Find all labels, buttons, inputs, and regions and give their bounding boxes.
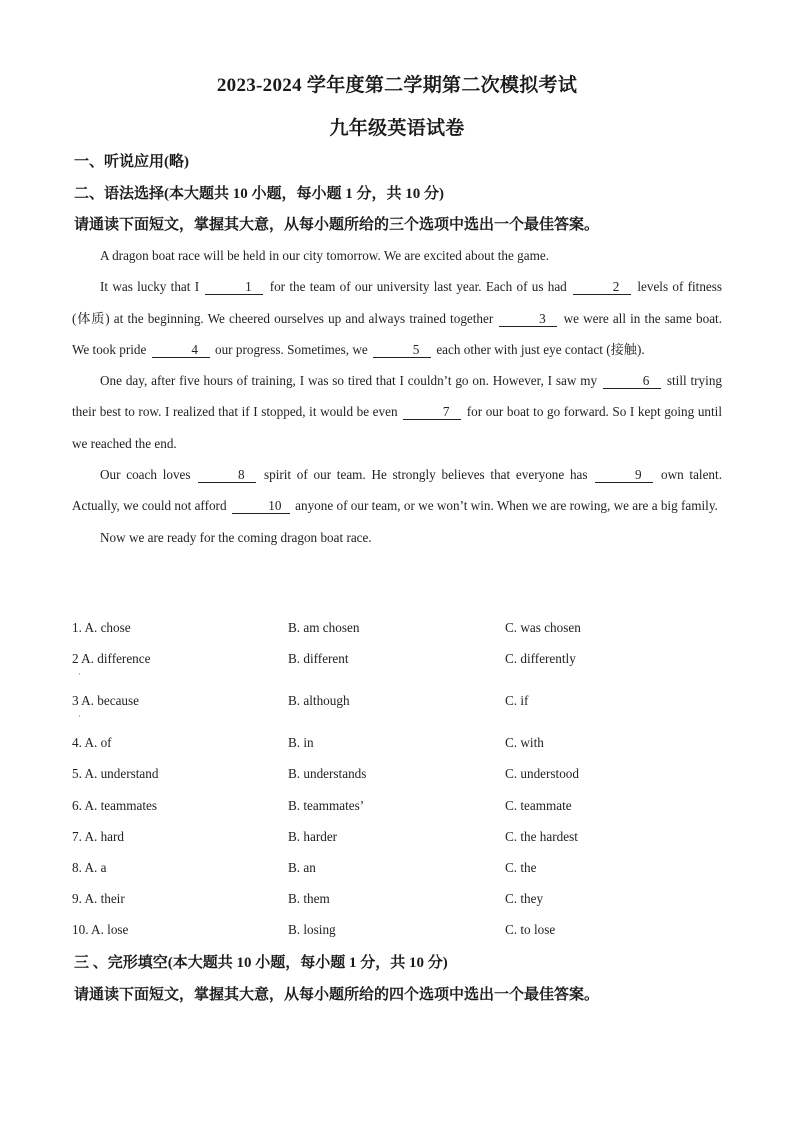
option-a[interactable]: 4. A. of: [72, 735, 112, 751]
question-row: [72, 916, 732, 947]
option-a[interactable]: 2 A. difference: [72, 651, 151, 667]
blank-1[interactable]: 1: [205, 279, 263, 295]
passage-text: for our boat to go forward. So I kept going until we reached the end.: [72, 404, 723, 451]
passage-text: we were all in the same boat. We took pride: [72, 310, 723, 357]
passage-text: our progress. Sometimes, we: [214, 341, 368, 357]
option-b[interactable]: B. teammates’: [288, 797, 365, 813]
passage-text: for the team of our university last year. Each of us had: [269, 279, 567, 295]
question-row: [72, 645, 732, 687]
option-c[interactable]: C. was chosen: [505, 620, 581, 635]
option-c[interactable]: C. the: [505, 859, 537, 875]
passage-text: own talent. Actually, we could not afford: [72, 467, 722, 514]
passage-text: spirit of our team. He strongly believes that everyone has: [263, 467, 588, 483]
passage-paragraph-2: [72, 271, 722, 365]
dot-mark: ·: [78, 711, 81, 722]
option-b[interactable]: B. an: [288, 859, 316, 875]
section-3-instruction: 请通读下面短文，掌握其大意，从每小题所给的四个选项中选出一个最佳答案。: [74, 987, 600, 1003]
passage-text: One day, after five hours of training, I was so tired that I couldn’t go on. However, I saw my: [100, 373, 598, 389]
blank-3[interactable]: 3: [499, 311, 557, 327]
blank-4[interactable]: 4: [152, 342, 210, 358]
option-a[interactable]: 8. A. a: [72, 859, 107, 875]
options-list: [72, 614, 732, 948]
option-a[interactable]: 3 A. because: [72, 693, 140, 709]
blank-7[interactable]: 7: [403, 404, 461, 420]
blank-2[interactable]: 2: [573, 279, 631, 295]
question-row: [72, 760, 732, 791]
option-c[interactable]: C. if: [505, 693, 529, 709]
passage-paragraph-3: [72, 365, 722, 459]
passage-text: levels of fitness (体质) at the beginning. We cheered ourselves up and always trained together: [72, 279, 723, 326]
option-b[interactable]: B. losing: [288, 922, 336, 938]
option-a[interactable]: 1. A. chose: [72, 620, 131, 635]
option-b[interactable]: B. in: [288, 735, 314, 751]
passage-paragraph-4: [72, 459, 722, 522]
option-c[interactable]: C. to lose: [505, 922, 556, 938]
question-row: [72, 729, 732, 760]
question-row: [72, 885, 732, 916]
question-row: [72, 823, 732, 854]
section-2-heading: 二、语法选择(本大题共 10 小题，每小题 1 分，共 10 分): [74, 186, 444, 202]
option-b[interactable]: B. them: [288, 891, 330, 907]
option-b[interactable]: B. understands: [288, 766, 367, 782]
passage-text: still trying their best to row. I realized that if I stopped, it would be even: [72, 373, 723, 420]
blank-10[interactable]: 10: [232, 498, 290, 514]
passage-text: Our coach loves: [100, 467, 191, 483]
option-a[interactable]: 7. A. hard: [72, 828, 125, 844]
option-a[interactable]: 6. A. teammates: [72, 797, 157, 813]
section-1-heading: 一、听说应用(略): [74, 154, 189, 170]
exam-subtitle: 九年级英语试卷: [329, 118, 465, 139]
passage-text: each other with just eye contact (接触).: [436, 341, 645, 357]
question-row: [72, 687, 732, 729]
question-row: [72, 792, 732, 823]
passage-text: It was lucky that I: [100, 279, 200, 295]
exam-title: 2023-2024 学年度第二学期第二次模拟考试: [216, 75, 578, 96]
option-a[interactable]: 9. A. their: [72, 891, 125, 907]
option-c[interactable]: C. they: [505, 891, 544, 907]
question-row: [72, 854, 732, 885]
option-c[interactable]: C. differently: [505, 651, 576, 667]
option-c[interactable]: C. teammate: [505, 797, 572, 813]
question-row: [72, 614, 732, 645]
option-a[interactable]: 10. A. lose: [72, 922, 129, 938]
passage-text: anyone of our team, or we won’t win. When we are rowing, we are a big family.: [295, 498, 718, 514]
option-c[interactable]: C. understood: [505, 766, 579, 782]
grammar-passage: [72, 240, 722, 553]
dot-mark: ·: [78, 669, 81, 680]
option-b[interactable]: B. different: [288, 651, 349, 667]
passage-paragraph-1: A dragon boat race will be held in our city tomorrow. We are excited about the game.: [100, 248, 549, 263]
blank-5[interactable]: 5: [373, 342, 431, 358]
blank-8[interactable]: 8: [198, 467, 256, 483]
option-b[interactable]: B. am chosen: [288, 620, 360, 635]
passage-paragraph-5: Now we are ready for the coming dragon boat race.: [100, 529, 372, 545]
blank-9[interactable]: 9: [595, 467, 653, 483]
option-b[interactable]: B. harder: [288, 828, 338, 844]
option-c[interactable]: C. with: [505, 735, 544, 751]
option-a[interactable]: 5. A. understand: [72, 766, 159, 782]
blank-6[interactable]: 6: [603, 373, 661, 389]
option-c[interactable]: C. the hardest: [505, 828, 578, 844]
section-3-heading: 三 、完形填空(本大题共 10 小题，每小题 1 分，共 10 分): [74, 955, 448, 971]
option-b[interactable]: B. although: [288, 693, 350, 709]
section-2-instruction: 请通读下面短文，掌握其大意，从每小题所给的三个选项中选出一个最佳答案。: [74, 217, 600, 233]
